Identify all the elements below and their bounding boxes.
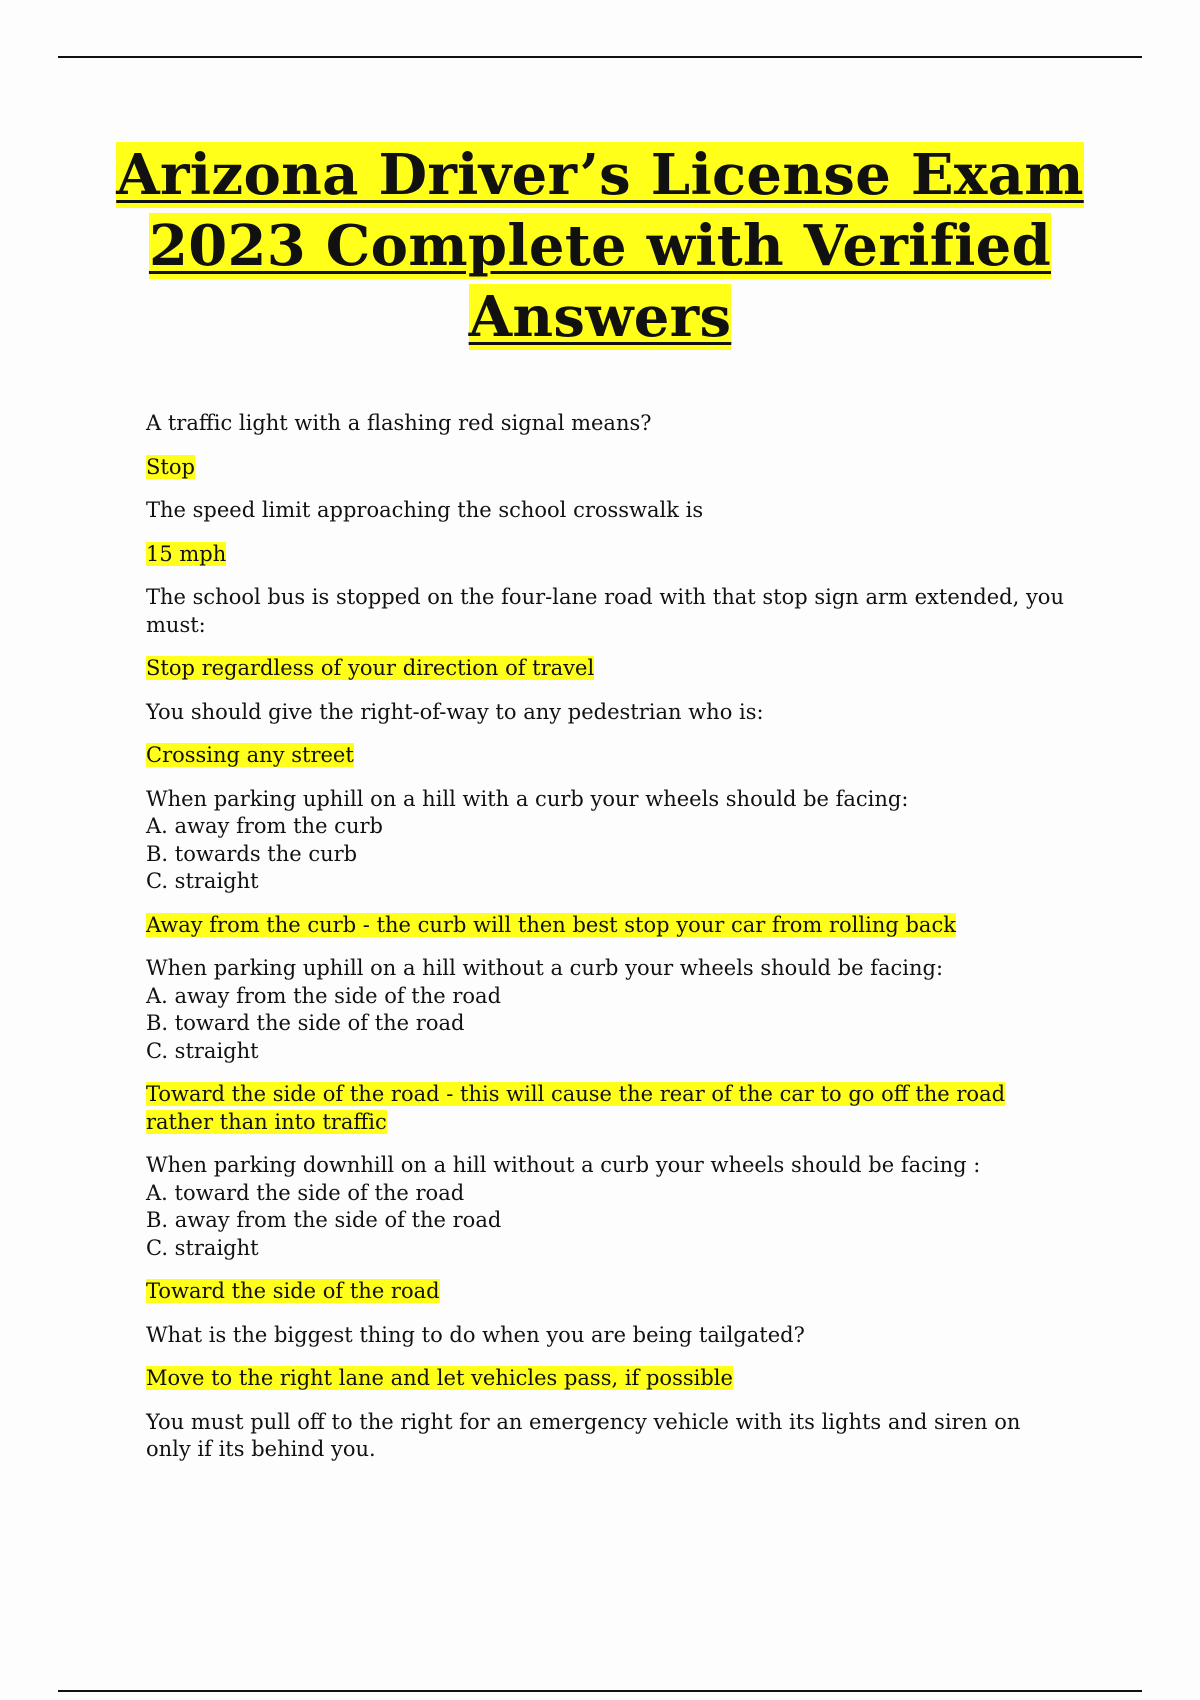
option: C. straight <box>146 1235 259 1260</box>
option: C. straight <box>146 1038 259 1063</box>
answer <box>146 1081 1066 1136</box>
question: What is the biggest thing to do when you are being tailgated? <box>146 1322 805 1347</box>
question-text: When parking uphill on a hill without a curb your wheels should be facing: <box>146 956 944 980</box>
option: A. away from the side of the road <box>146 983 502 1008</box>
option: A. toward the side of the road <box>146 1180 465 1205</box>
document-title <box>60 140 1140 353</box>
option: B. away from the side of the road <box>146 1208 502 1232</box>
answer <box>146 912 1066 940</box>
answer <box>146 454 1066 482</box>
document-title-text: Arizona Driver’s License Exam 2023 Complete with Verified Answers <box>116 142 1084 350</box>
answer-text: Crossing any street <box>146 743 354 767</box>
answer-text: Stop <box>146 454 195 479</box>
question: You must pull off to the right for an emergency vehicle with its lights and siren on only if its behind you. <box>146 1409 1021 1461</box>
option: B. towards the curb <box>146 841 358 866</box>
question: The speed limit approaching the school crosswalk is <box>146 498 704 522</box>
question: The school bus is stopped on the four-lane road with that stop sign arm extended, you must: <box>146 585 1064 637</box>
question: A traffic light with a flashing red signal means? <box>146 411 652 435</box>
question-block <box>146 955 1066 1065</box>
question-block <box>146 1152 1066 1262</box>
answer-text: 15 mph <box>146 541 227 566</box>
answer-text: rather than into traffic <box>146 1109 387 1134</box>
answer-text: Away from the curb - the curb will then best stop your car from rolling back <box>146 912 956 937</box>
question-text: When parking downhill on a hill without a curb your wheels should be facing : <box>146 1153 981 1177</box>
answer-text: Toward the side of the road - this will cause the rear of the car to go off the road <box>146 1082 1006 1106</box>
answer <box>146 1365 1066 1393</box>
answer <box>146 1278 1066 1306</box>
answer <box>146 655 1066 683</box>
answer-text: Move to the right lane and let vehicles pass, if possible <box>146 1366 733 1390</box>
top-rule <box>58 56 1142 58</box>
answer-text: Stop regardless of your direction of travel <box>146 656 595 680</box>
bottom-rule <box>58 1690 1142 1692</box>
option: C. straight <box>146 869 259 893</box>
answer <box>146 742 1066 770</box>
question-text: When parking uphill on a hill with a curb your wheels should be facing: <box>146 786 909 811</box>
answer <box>146 541 1066 569</box>
question-block <box>146 786 1066 896</box>
question: You should give the right-of-way to any pedestrian who is: <box>146 699 764 724</box>
option: A. away from the curb <box>146 814 383 838</box>
option: B. toward the side of the road <box>146 1011 465 1035</box>
qa-list <box>146 410 1066 1480</box>
answer-text: Toward the side of the road <box>146 1279 440 1303</box>
